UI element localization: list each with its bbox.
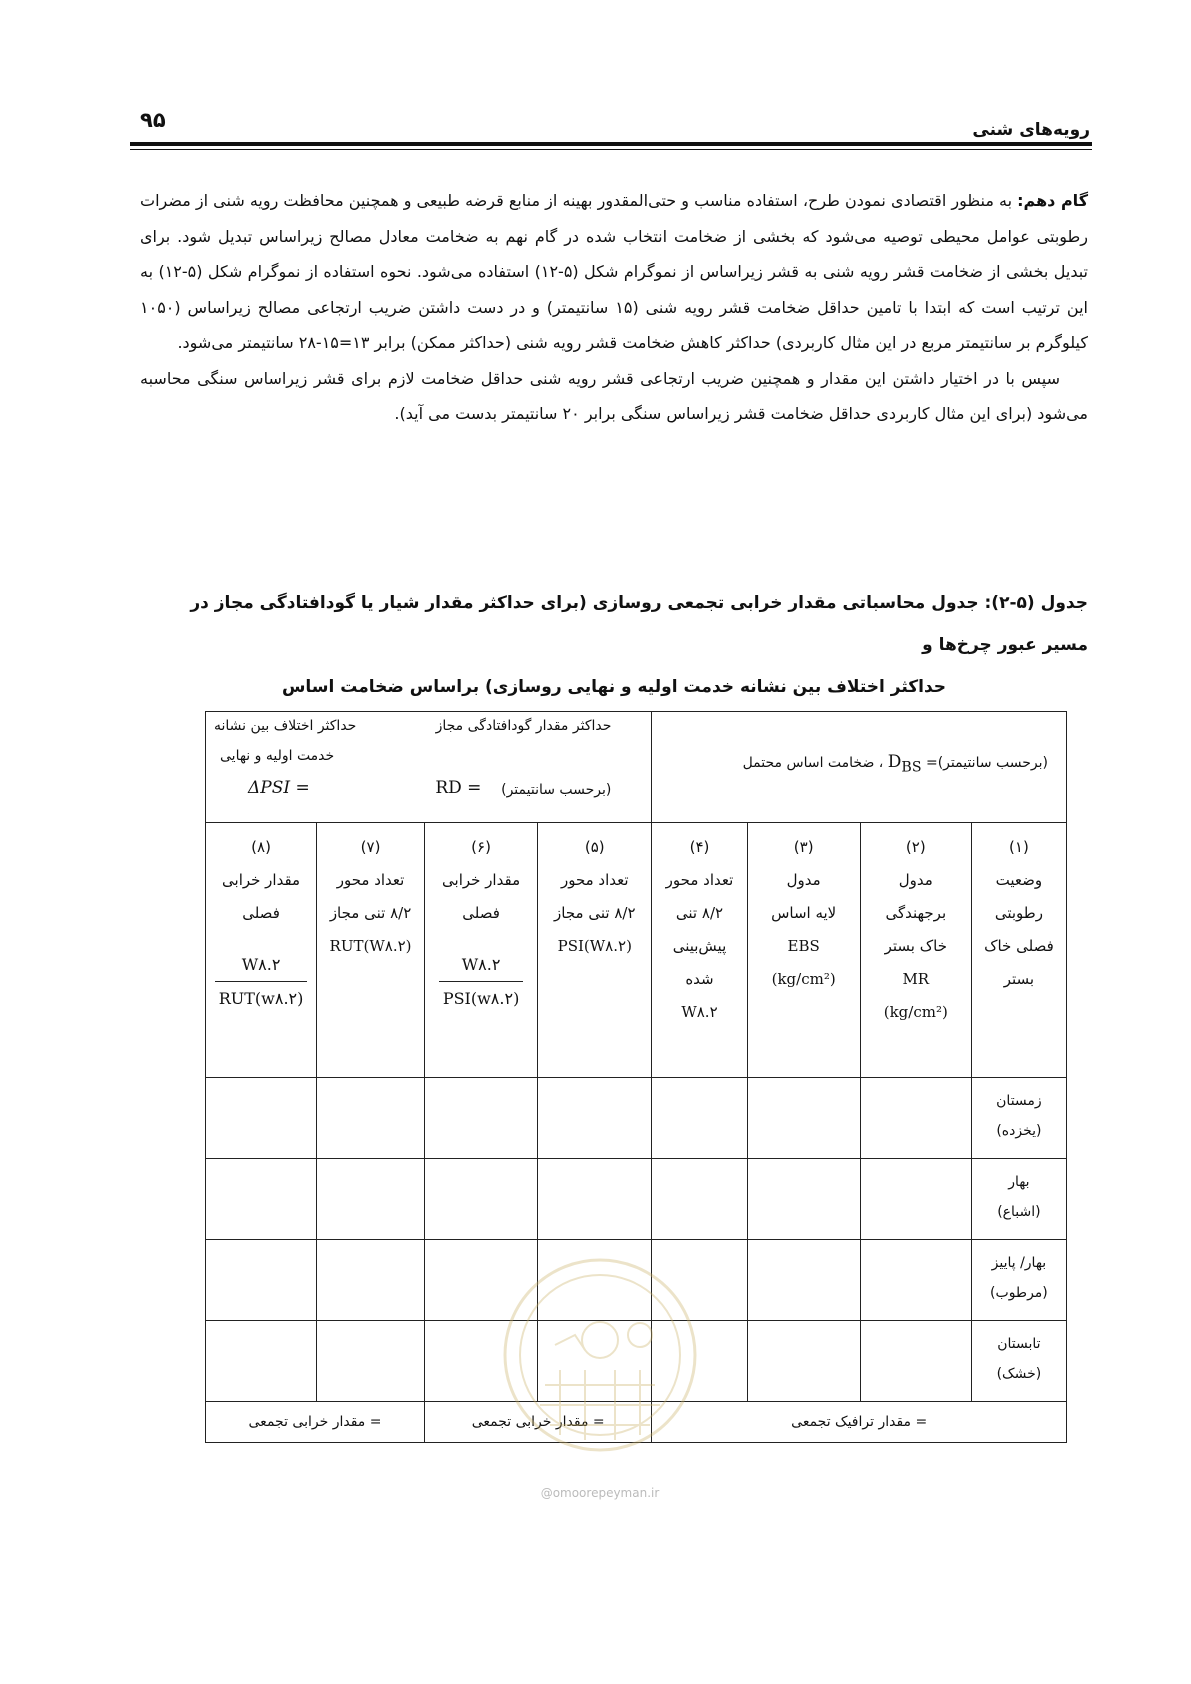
column-8-header: (۸) مقدار خرابی فصلی $\frac{W۸.۲}{\text{(w۸.۲)RUT}}$ [206, 823, 317, 1078]
mr-symbol: MR [902, 970, 930, 988]
page-number: ۹۵ [140, 108, 166, 132]
body-text [140, 183, 1088, 432]
step-label: گام دهم: [1017, 191, 1088, 210]
rut-symbol: RD = [435, 778, 482, 798]
criteria-cell [206, 712, 652, 823]
season-winter: زمستان (یخزده) [971, 1078, 1066, 1159]
base-thickness-label: (برحسب سانتیمتر)= [925, 755, 1048, 771]
total-traffic: = مقدار ترافیک تجمعی [652, 1402, 1067, 1443]
column-7-header: (۷) تعداد محور ۸/۲ تنی مجاز (W۸.۲)RUT [317, 823, 425, 1078]
ebs-symbol: EBS [787, 937, 820, 955]
season-spring-autumn: بهار/ پاییز (مرطوب) [971, 1240, 1066, 1321]
base-thickness-suffix: ، ضخامت اساس محتمل [742, 755, 884, 771]
column-4-header: (۴) تعداد محور ۸/۲ تنی پیش‌بینی شده W۸.۲ [652, 823, 747, 1078]
watermark-url: @omoorepeyman.ir [540, 1486, 660, 1500]
dbs-symbol: $D_{BS}$ [887, 752, 922, 776]
base-thickness-cell [652, 712, 1067, 823]
column-6-header: (۶) مقدار خرابی فصلی $\frac{W۸.۲}{\text{(w۸.۲)PSI}}$ [424, 823, 537, 1078]
page-header [130, 108, 1090, 138]
season-spring: بهار (اشباع) [971, 1159, 1066, 1240]
running-title: رویه‌های شنی [972, 120, 1090, 140]
column-3-header: (۳) مدول لایه اساس EBS (kg/cm²) [747, 823, 860, 1078]
psi-symbol: ΔPSI = [248, 778, 310, 798]
column-5-header: (۵) تعداد محور ۸/۲ تنی مجاز (W۸.۲)PSI [538, 823, 652, 1078]
table-caption [140, 582, 1088, 708]
psi-damage-fraction: $\frac{W۸.۲}{\text{(w۸.۲)PSI}}$ [439, 948, 524, 1015]
paragraph-step-ten [140, 183, 1088, 361]
watermark-seal-icon [500, 1225, 700, 1485]
column-2-header: (۲) مدول برجهندگی خاک بستر MR (kg/cm²) [860, 823, 971, 1078]
paragraph-text: به منظور اقتصادی نمودن طرح، استفاده مناسب و حتی‌المقدور بهینه از منابع قرضه طبیعی و همچنین محافظت رویه شنی از مضرات رطوبتی عوامل محیطی توصیه می‌شود که بخشی از ضخامت انتخاب شده در گام نهم به ضخامت معادل مصالح زیراساس تبدیل شود. برای تبدیل بخشی از ضخامت قشر رویه شنی به قشر زیراساس از نموگرام شکل (۵-۱۲) استفاده می‌شود. نحوه استفاده از نموگرام شکل (۵-۱۲) به این ترتیب است که ابتدا با تامین حداقل ضخامت قشر رویه شنی (۱۵ سانتیمتر) و در دست داشتن ضریب ارتجاعی مصالح زیراساس (۱۰۵۰ کیلوگرم بر سانتیمتر مربع در این مثال کاربردی) حداکثر کاهش ضخامت قشر رویه شنی (حداکثر ممکن) برابر ۱۳=۱۵-۲۸ سانتیمتر می‌شود. [140, 191, 1089, 352]
psi-label-1: حداکثر اختلاف بین نشانه [214, 718, 357, 734]
rut-damage-fraction: $\frac{W۸.۲}{\text{(w۸.۲)RUT}}$ [215, 948, 308, 1015]
psi-label-2: خدمت اولیه و نهایی [220, 748, 335, 764]
season-summer: تابستان (خشک) [971, 1321, 1066, 1402]
rut-unit: (برحسب سانتیمتر) [501, 782, 612, 798]
paragraph-subbase: سپس با در اختیار داشتن این مقدار و همچنین ضریب ارتجاعی قشر رویه شنی حداقل ضخامت لازم برای قشر زیراساس سنگی محاسبه می‌شود (برای این مثال کاربردی حداقل ضخامت قشر زیراساس سنگی برابر ۲۰ سانتیمتر بدست می آید). [140, 368, 1088, 423]
table-row [206, 1078, 1067, 1159]
header-rule [130, 142, 1092, 146]
rut-label: حداکثر مقدار گودافتادگی مجاز [435, 718, 612, 734]
caption-line-2: حداکثر اختلاف بین نشانه خدمت اولیه و نهایی روسازی) براساس ضخامت اساس [281, 677, 947, 697]
header-rule-thin [130, 149, 1092, 150]
column-1-header: (۱) وضعیت رطوبتی فصلی خاک بستر [971, 823, 1066, 1078]
total-damage-rut: = مقدار خرابی تجمعی [206, 1402, 425, 1443]
caption-line-1: جدول (۵-۲): جدول محاسباتی مقدار خرابی تجمعی روسازی (برای حداکثر مقدار شیار یا گودافتادگی مجاز در مسیر عبور چرخ‌ها و [190, 593, 1088, 655]
total-damage-psi: = مقدار خرابی تجمعی [424, 1402, 651, 1443]
